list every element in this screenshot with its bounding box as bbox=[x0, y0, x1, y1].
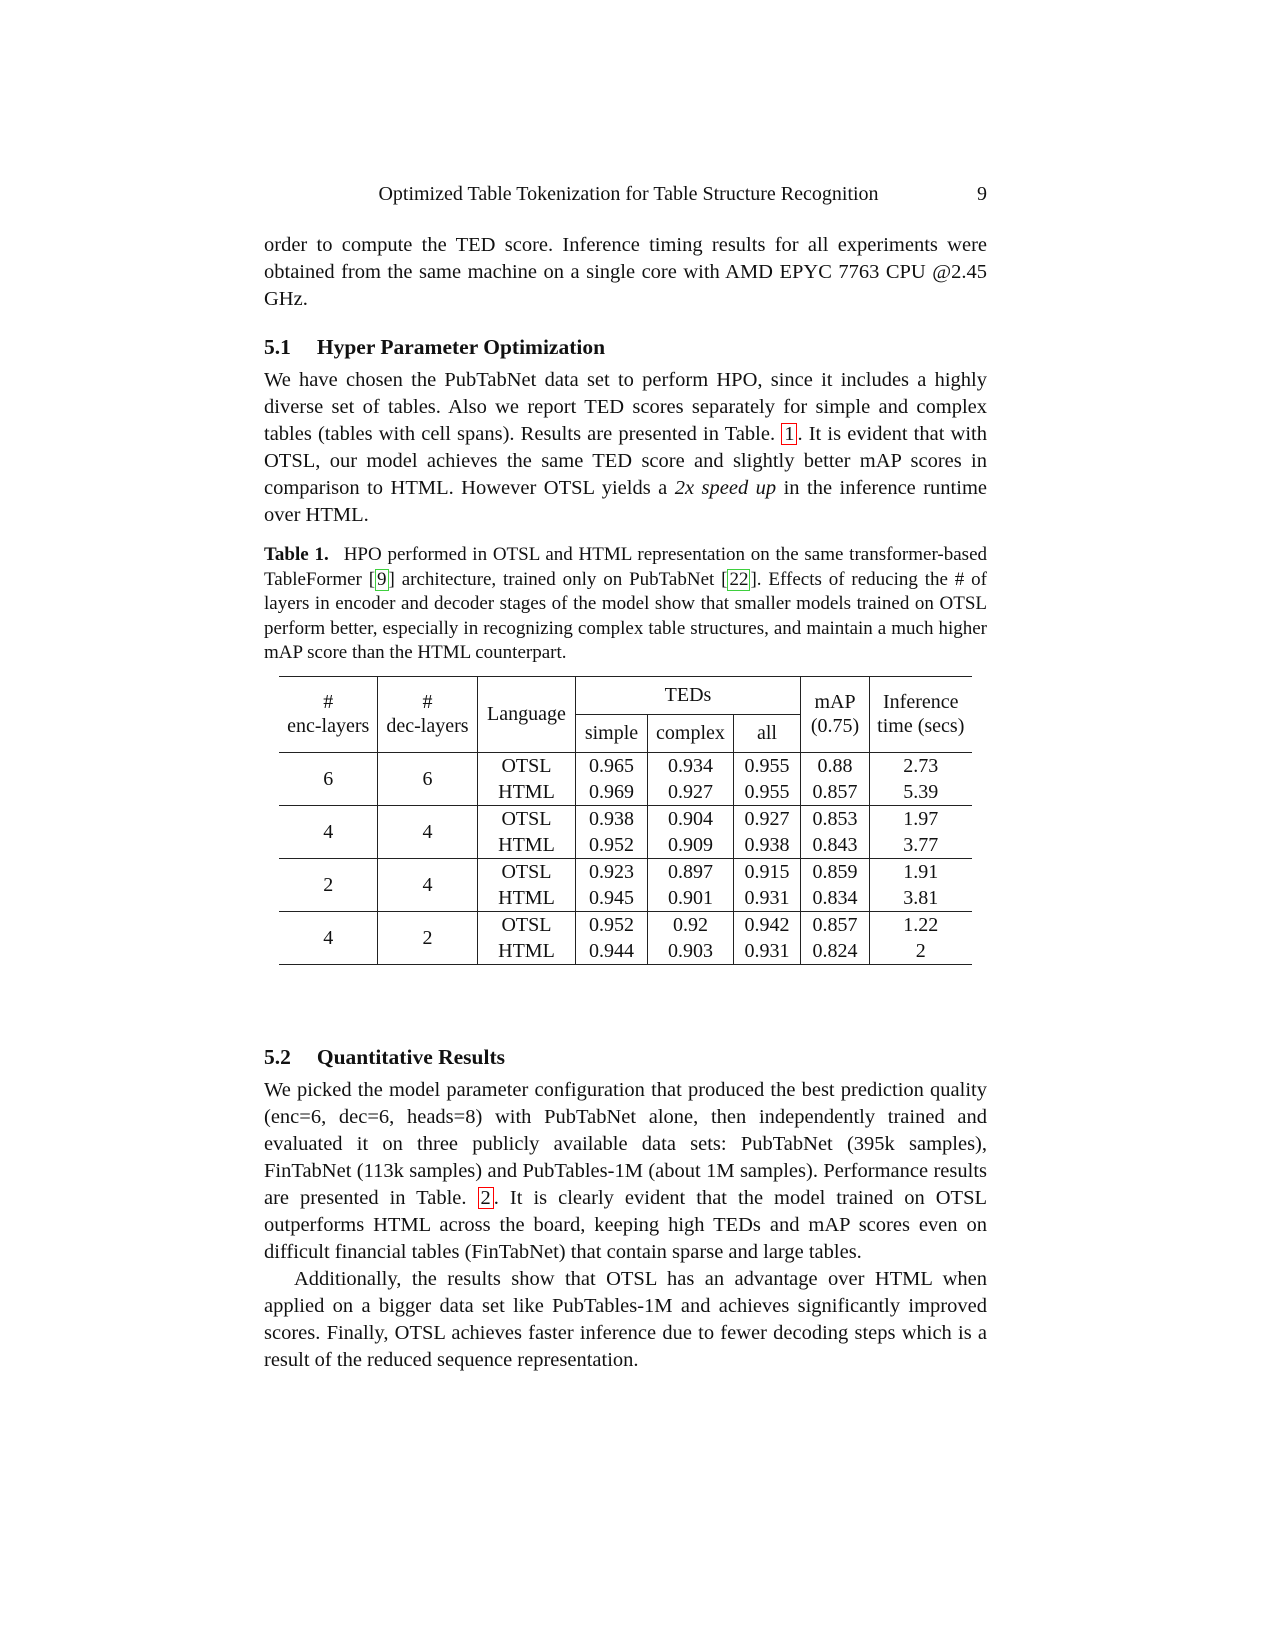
table-row bbox=[279, 752, 971, 779]
table-row bbox=[279, 911, 971, 938]
table-row bbox=[279, 805, 971, 832]
cell-teds-complex: 0.901 bbox=[647, 885, 733, 912]
cell-language: OTSL bbox=[477, 752, 575, 779]
cell-language: HTML bbox=[477, 938, 575, 965]
citation-link-22[interactable]: 22 bbox=[729, 568, 749, 590]
cell-dec: 4 bbox=[377, 805, 477, 858]
cell-map: 0.859 bbox=[801, 858, 870, 885]
section-5-2-heading bbox=[264, 1044, 987, 1070]
cell-teds-complex: 0.934 bbox=[647, 752, 733, 779]
cell-map: 0.857 bbox=[801, 911, 870, 938]
cell-teds-simple: 0.923 bbox=[575, 858, 647, 885]
header-enc-layers bbox=[279, 676, 377, 752]
cell-teds-complex: 0.909 bbox=[647, 832, 733, 859]
cell-teds-all: 0.955 bbox=[733, 779, 800, 806]
running-head-title: Optimized Table Tokenization for Table Structure Recognition bbox=[378, 183, 879, 205]
cell-map: 0.853 bbox=[801, 805, 870, 832]
section-number: 5.1 bbox=[264, 335, 291, 359]
header-text: Inference bbox=[883, 691, 959, 713]
citation-link-9[interactable]: 9 bbox=[377, 568, 387, 590]
cell-teds-all: 0.927 bbox=[733, 805, 800, 832]
paragraph-text: We have chosen the PubTabNet data set to perform HPO, since it includes a highly diverse set of tables. Also we report TED scores separately for simple and complex tables (tables with cell spans). Results are presented in Table. bbox=[264, 369, 987, 445]
caption-text: ]. Effects of reducing the # of layers in encoder and decoder stages of the model show that smaller models trained on OTSL perform better, especially in recognizing complex table structures, and maintain a much higher mAP score than the HTML counterpart. bbox=[264, 568, 987, 663]
header-text: # bbox=[323, 691, 334, 713]
section-title: Quantitative Results bbox=[316, 1044, 505, 1069]
section-number: 5.2 bbox=[264, 1044, 291, 1069]
cell-map: 0.857 bbox=[801, 779, 870, 806]
header-teds: TEDs bbox=[575, 676, 800, 714]
cell-dec: 2 bbox=[377, 911, 477, 964]
cell-teds-simple: 0.965 bbox=[575, 752, 647, 779]
section-title: Hyper Parameter Optimization bbox=[316, 335, 606, 359]
header-text: dec-layers bbox=[386, 715, 469, 737]
cell-enc: 4 bbox=[323, 820, 334, 843]
cell-map: 0.88 bbox=[801, 752, 870, 779]
cell-dec: 4 bbox=[377, 858, 477, 911]
running-head bbox=[264, 183, 987, 205]
cell-language: HTML bbox=[477, 779, 575, 806]
cell-teds-complex: 0.897 bbox=[647, 858, 733, 885]
cell-dec: 6 bbox=[377, 752, 477, 805]
table-2-reference-link[interactable]: 2 bbox=[478, 1187, 494, 1209]
header-text: mAP bbox=[814, 691, 856, 713]
header-language: Language bbox=[477, 676, 575, 752]
cell-teds-simple: 0.969 bbox=[575, 779, 647, 806]
cell-teds-complex: 0.92 bbox=[647, 911, 733, 938]
cell-inference-time: 2.73 bbox=[870, 752, 972, 779]
cell-map: 0.843 bbox=[801, 832, 870, 859]
cell-teds-all: 0.931 bbox=[733, 885, 800, 912]
header-text: (0.75) bbox=[810, 715, 860, 737]
cell-enc: 4 bbox=[323, 926, 334, 949]
header-teds-complex: complex bbox=[647, 714, 733, 752]
cell-teds-simple: 0.944 bbox=[575, 938, 647, 965]
cell-teds-all: 0.955 bbox=[733, 752, 800, 779]
paragraph-text: We picked the model parameter configuration that produced the best prediction quality (enc=6, dec=6, heads=8) with PubTabNet alone, then independently trained and evaluated it on three publicly available data sets: PubTabNet (395k samples), FinTabNet (113k samples) and PubTables-1M (about 1M samples). Performance results are presented in Table. bbox=[264, 1078, 987, 1209]
section-5-1-heading bbox=[264, 334, 987, 360]
section-5-1-paragraph bbox=[264, 367, 987, 529]
cell-inference-time: 1.97 bbox=[870, 805, 972, 832]
cell-inference-time: 5.39 bbox=[870, 779, 972, 806]
cell-teds-all: 0.915 bbox=[733, 858, 800, 885]
table-group-enc4-dec2 bbox=[279, 911, 971, 964]
cell-teds-all: 0.938 bbox=[733, 832, 800, 859]
header-inference-time bbox=[870, 676, 972, 752]
cell-teds-simple: 0.952 bbox=[575, 911, 647, 938]
cell-inference-time: 1.22 bbox=[870, 911, 972, 938]
header-teds-simple: simple bbox=[575, 714, 647, 752]
cell-language: HTML bbox=[477, 885, 575, 912]
section-5-2-paragraph-1 bbox=[264, 1077, 987, 1266]
cell-teds-all: 0.942 bbox=[733, 911, 800, 938]
emphasis-2x-speedup: 2x speed up bbox=[674, 477, 777, 499]
header-text: enc-layers bbox=[287, 715, 370, 737]
cell-teds-complex: 0.904 bbox=[647, 805, 733, 832]
cell-teds-simple: 0.945 bbox=[575, 885, 647, 912]
cell-language: OTSL bbox=[477, 805, 575, 832]
table-header bbox=[279, 676, 971, 752]
paragraph-text: . It is evident that with OTSL, our model achieves the same TED score and slightly better mAP scores in comparison to HTML. However OTSL yields a bbox=[264, 423, 987, 499]
caption-text: HPO performed in OTSL and HTML representation on the same transformer-based TableFormer [ bbox=[264, 544, 987, 590]
paragraph-text: in the inference runtime over HTML. bbox=[264, 477, 987, 526]
cell-enc: 6 bbox=[323, 767, 334, 790]
header-map bbox=[801, 676, 870, 752]
table-1-reference-link[interactable]: 1 bbox=[781, 423, 797, 445]
cell-teds-complex: 0.927 bbox=[647, 779, 733, 806]
cell-inference-time: 1.91 bbox=[870, 858, 972, 885]
cell-language: HTML bbox=[477, 832, 575, 859]
header-text: # bbox=[422, 691, 433, 713]
cell-language: OTSL bbox=[477, 858, 575, 885]
page-number: 9 bbox=[977, 183, 987, 205]
table-group-enc2-dec4 bbox=[279, 858, 971, 911]
table-1-hpo-results bbox=[279, 676, 971, 965]
header-text: time (secs) bbox=[877, 715, 965, 737]
table-group-enc4-dec4 bbox=[279, 805, 971, 858]
cell-map: 0.834 bbox=[801, 885, 870, 912]
paragraph-intro: order to compute the TED score. Inference timing results for all experiments were obtained from the same machine on a single core with AMD EPYC 7763 CPU @2.45 GHz. bbox=[264, 234, 987, 310]
cell-teds-all: 0.931 bbox=[733, 938, 800, 965]
cell-teds-simple: 0.938 bbox=[575, 805, 647, 832]
cell-inference-time: 3.77 bbox=[870, 832, 972, 859]
caption-text: ] architecture, trained only on PubTabNet [ bbox=[388, 568, 728, 590]
cell-teds-simple: 0.952 bbox=[575, 832, 647, 859]
table-1-caption bbox=[264, 543, 987, 666]
cell-language: OTSL bbox=[477, 911, 575, 938]
caption-label: Table 1. bbox=[264, 544, 329, 565]
header-dec-layers bbox=[377, 676, 477, 752]
table-row bbox=[279, 858, 971, 885]
paragraph-text: . It is clearly evident that the model trained on OTSL outperforms HTML across the board, keeping high TEDs and mAP scores even on difficult financial tables (FinTabNet) that contain sparse and large tables. bbox=[264, 1186, 987, 1263]
table-group-enc6-dec6 bbox=[279, 752, 971, 805]
table-header-row bbox=[279, 676, 971, 714]
section-5-2-paragraph-2: Additionally, the results show that OTSL has an advantage over HTML when applied on a bigger data set like PubTables-1M and achieves significantly improved scores. Finally, OTSL achieves faster inference due to fewer decoding steps which is a result of the reduced sequence representation. bbox=[264, 1267, 987, 1371]
cell-teds-complex: 0.903 bbox=[647, 938, 733, 965]
cell-inference-time: 3.81 bbox=[870, 885, 972, 912]
cell-map: 0.824 bbox=[801, 938, 870, 965]
cell-enc: 2 bbox=[323, 873, 334, 896]
cell-inference-time: 2 bbox=[870, 938, 972, 965]
header-teds-all: all bbox=[733, 714, 800, 752]
text-block bbox=[264, 183, 987, 1374]
